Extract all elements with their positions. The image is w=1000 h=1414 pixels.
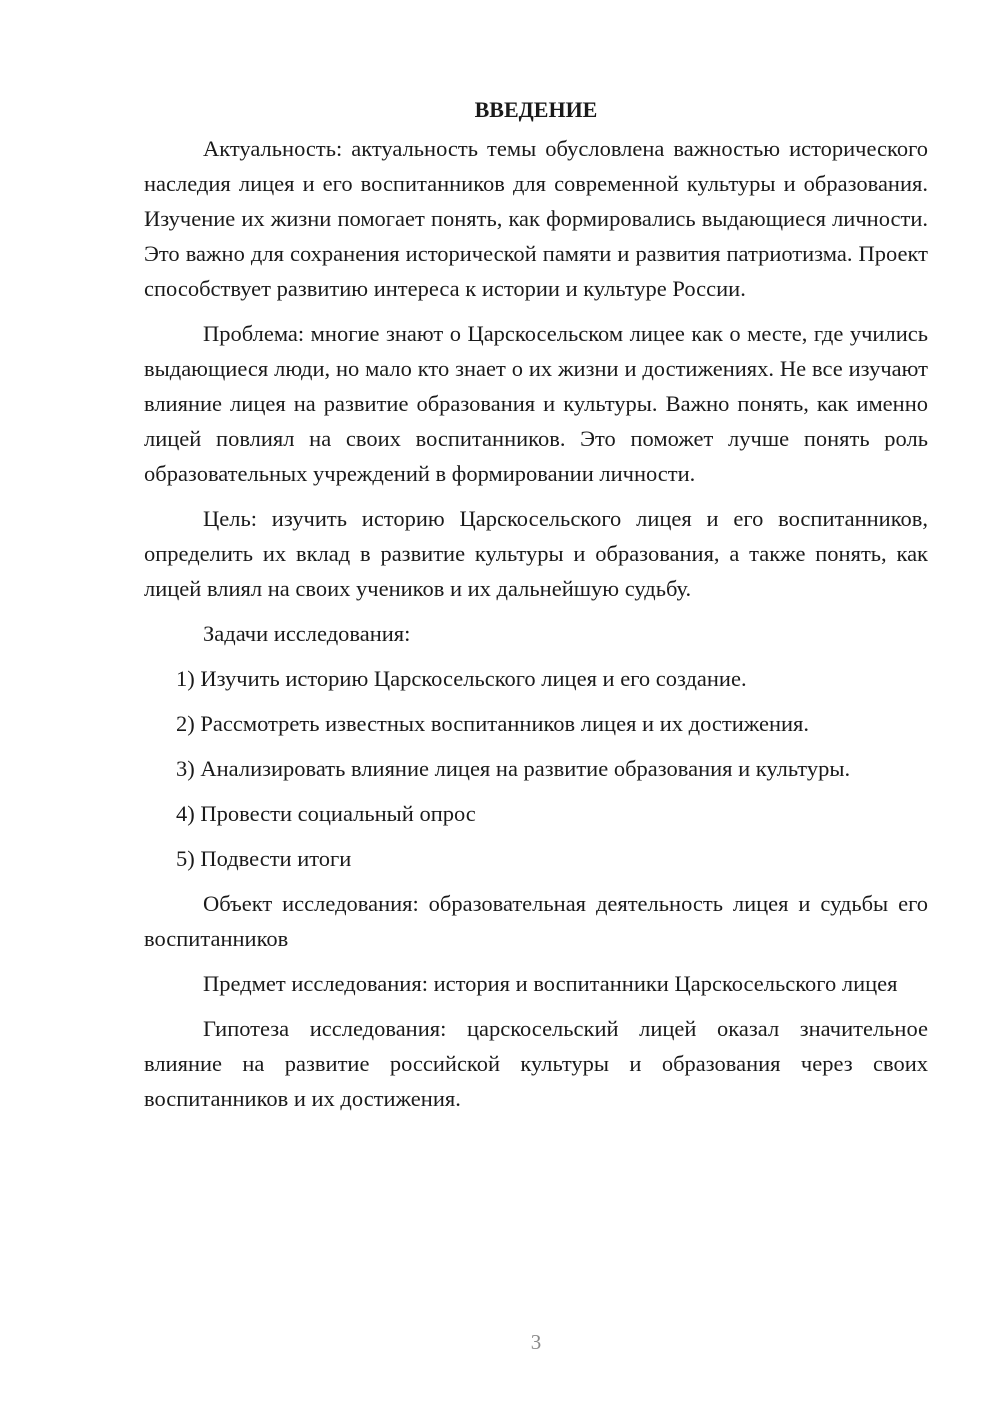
object-paragraph: Объект исследования: образовательная деятельность лицея и судьбы его воспитанников bbox=[144, 891, 928, 951]
hypothesis-paragraph: Гипотеза исследования: царскосельский лицей оказал значительное влияние на развитие российской культуры и образования через своих воспитанников и их достижения. bbox=[144, 1016, 928, 1111]
task-item-1: 1) Изучить историю Царскосельского лицея и его создание. bbox=[176, 666, 747, 691]
tasks-list bbox=[144, 661, 928, 876]
task-item-2: 2) Рассмотреть известных воспитанников лицея и их достижения. bbox=[176, 711, 810, 736]
tasks-heading: Задачи исследования: bbox=[203, 621, 411, 646]
page-title: ВВЕДЕНИЕ bbox=[474, 97, 598, 122]
task-item-4: 4) Провести социальный опрос bbox=[176, 801, 476, 826]
task-item-5: 5) Подвести итоги bbox=[176, 846, 352, 871]
task-item-3: 3) Анализировать влияние лицея на развитие образования и культуры. bbox=[176, 756, 851, 781]
subject-paragraph: Предмет исследования: история и воспитанники Царскосельского лицея bbox=[203, 971, 898, 996]
goal-paragraph: Цель: изучить историю Царскосельского лицея и его воспитанников, определить их вклад в развитие культуры и образования, а также понять, как лицей влиял на своих учеников и их дальнейшую судьбу. bbox=[144, 506, 928, 601]
page-number: 3 bbox=[530, 1330, 542, 1354]
problem-paragraph: Проблема: многие знают о Царскосельском лицее как о месте, где учились выдающиеся люди, но мало кто знает о их жизни и достижениях. Не все изучают влияние лицея на развитие образования и культуры. Важно понять, как именно лицей повлиял на своих воспитанников. Это поможет лучше понять роль образовательных учреждений в формировании личности. bbox=[144, 321, 928, 486]
relevance-paragraph: Актуальность: актуальность темы обусловлена важностью исторического наследия лицея и его воспитанников для современной культуры и образования. Изучение их жизни помогает понять, как формировались выдающиеся личности. Это важно для сохранения исторической памяти и развития патриотизма. Проект способствует развитию интереса к истории и культуре России. bbox=[144, 136, 928, 301]
document-page bbox=[144, 92, 928, 1116]
